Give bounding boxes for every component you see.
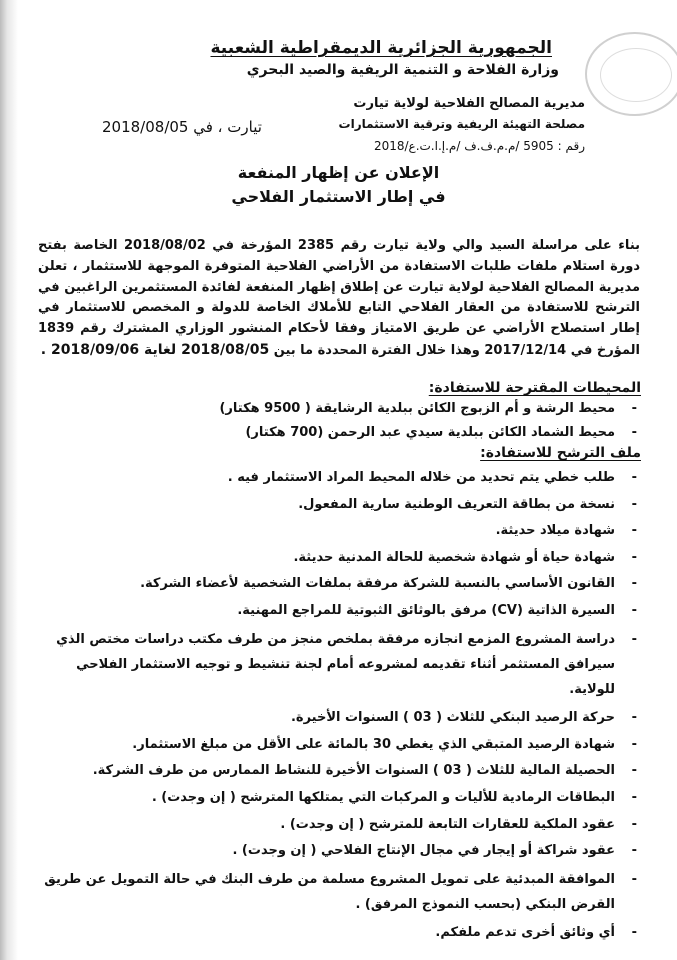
document-text: الحصيلة المالية للثلاث ( 03 ) السنوات الأخيرة للنشاط الممارس من طرف الشركة. xyxy=(92,763,615,779)
document-text: البطاقات الرمادية للأليات و المركبات التي يمتلكها المترشح ( إن وجدت) . xyxy=(151,789,615,805)
perimeters-heading: المحيطات المقترحة للاستفادة: xyxy=(428,380,641,396)
list-item: - الحصيلة المالية للثلاث ( 03 ) السنوات الأخيرة للنشاط الممارس من طرف الشركة. xyxy=(92,763,637,779)
list-item: - الموافقة المبدئية على تمويل المشروع مسلمة من طرف البنك في حالة التمويل عن طريق القرض البنكي (بحسب النموذج المرفق) . xyxy=(44,871,637,912)
list-item: - محيط الشماد الكائن ببلدية سيدي عبد الرحمن (700 هكتار) xyxy=(245,425,637,440)
stamp-inner-mark xyxy=(600,48,672,102)
document-text: السيرة الذاتية (CV) مرفق بالوثائق الثبوتية للمراجع المهنية. xyxy=(237,602,615,618)
application-file-heading: ملف الترشح للاستفادة: xyxy=(480,445,641,461)
directorate-line: مديرية المصالح الفلاحية لولاية تيارت xyxy=(353,96,585,111)
list-item: - أي وثائق أخرى تدعم ملفكم. xyxy=(435,925,637,941)
perimeter-text: محيط الشماد الكائن ببلدية سيدي عبد الرحمن (700 هكتار) xyxy=(245,425,615,440)
document-text: عقود الملكية للعقارات التابعة للمترشح ( إن وجدت) . xyxy=(280,816,615,832)
list-item: - حركة الرصيد البنكي للثلاث ( 03 ) السنوات الأخيرة. xyxy=(290,710,637,726)
document-text: دراسة المشروع المزمع انجازه مرفقة بملخص منجز من طرف مكتب دراسات مختص الذي سيرافق المستثمر أثناء تقديمه لمشروعه أمام لجنة تنشيط و توجيه الاستثمار الفلاحي للولاية. xyxy=(56,631,615,697)
list-item: - نسخة من بطاقة التعريف الوطنية سارية المفعول. xyxy=(298,496,637,512)
intro-text: بناء على مراسلة السيد والي ولاية تيارت رقم 2385 المؤرخة في 2018/08/02 الخاصة بفتح دورة استلام ملفات طلبات الاستفادة من الأراضي الفلاحية المتوفرة الموجهة للاستثمار ، تعلن مديرية المصالح الفلاحية لولاية تيارت عن إطلاق إظهار المنفعة لفائدة المستثمرين الراغبين في الترشح للاستفادة من العقار الفلاحي التابع للأملاك الخاصة للدولة و المخصص للاستثمار في إطار استصلاح الأراضي عن طريق الامتياز وفقا لأحكام المنشور الوزاري المشترك رقم 1839 المؤرخ في 2017/12/14 وهذا خلال الفترة المحددة ما بين xyxy=(38,238,641,358)
list-item: - القانون الأساسي بالنسبة للشركة مرفقة بملفات الشخصية لأعضاء الشركة. xyxy=(140,576,637,592)
list-item: - عقود شراكة أو إيجار في مجال الإنتاج الفلاحي ( إن وجدت) . xyxy=(232,843,637,859)
place-date: تيارت ، في 2018/08/05 xyxy=(102,118,262,136)
list-item: - طلب خطي يتم تحديد من خلاله المحيط المراد الاستثمار فيه . xyxy=(227,470,637,485)
list-item: - السيرة الذاتية (CV) مرفق بالوثائق الثبوتية للمراجع المهنية. xyxy=(237,602,637,618)
perimeters-list xyxy=(37,397,641,445)
document-text: شهادة الرصيد المتبقي الذي يغطي 30 بالمائة على الأقل من مبلغ الاستثمار. xyxy=(132,736,615,752)
document-text: القانون الأساسي بالنسبة للشركة مرفقة بملفات الشخصية لأعضاء الشركة. xyxy=(140,576,615,592)
document-text: حركة الرصيد البنكي للثلاث ( 03 ) السنوات الأخيرة. xyxy=(290,710,615,726)
intro-period: 2018/08/05 لغاية 2018/09/06 . xyxy=(40,341,270,358)
intro-paragraph xyxy=(38,236,640,362)
list-item: - شهادة الرصيد المتبقي الذي يغطي 30 بالمائة على الأقل من مبلغ الاستثمار. xyxy=(132,736,637,752)
announcement-subtitle: في إطار الاستثمار الفلاحي xyxy=(231,187,446,206)
reference-number: رقم : 5905 /م.م.ف.ف /م.إ.ا.ت.ع/2018 xyxy=(373,139,585,153)
list-item: - شهادة ميلاد حديثة. xyxy=(495,523,637,539)
list-item: - محيط الرشة و أم الزبوج الكائن ببلدية الرشايقة ( 9500 هكتار) xyxy=(219,401,637,416)
document-text: شهادة ميلاد حديثة. xyxy=(495,523,615,539)
ministry-header: وزارة الفلاحة و التنمية الريفية والصيد البحري xyxy=(246,62,559,78)
scan-edge xyxy=(0,0,18,960)
republic-header: الجمهورية الجزائرية الديمقراطية الشعبية xyxy=(210,38,552,58)
announcement-title: الإعلان عن إظهار المنفعة xyxy=(237,163,440,182)
service-line: مصلحة التهيئة الريفية وترقية الاستثمارات xyxy=(338,117,585,131)
document-text: أي وثائق أخرى تدعم ملفكم. xyxy=(435,925,615,941)
list-item: - البطاقات الرمادية للأليات و المركبات التي يمتلكها المترشح ( إن وجدت) . xyxy=(151,789,637,805)
document-text: شهادة حياة أو شهادة شخصية للحالة المدنية حديثة. xyxy=(293,549,615,565)
document-text: نسخة من بطاقة التعريف الوطنية سارية المفعول. xyxy=(298,496,615,512)
perimeter-text: محيط الرشة و أم الزبوج الكائن ببلدية الرشايقة ( 9500 هكتار) xyxy=(219,401,615,416)
application-file-list xyxy=(37,467,641,949)
document-text: الموافقة المبدئية على تمويل المشروع مسلمة من طرف البنك في حالة التمويل عن طريق القرض البنكي (بحسب النموذج المرفق) . xyxy=(44,871,615,912)
list-item: - شهادة حياة أو شهادة شخصية للحالة المدنية حديثة. xyxy=(293,549,637,565)
document-text: عقود شراكة أو إيجار في مجال الإنتاج الفلاحي ( إن وجدت) . xyxy=(232,843,615,859)
list-item: - دراسة المشروع المزمع انجازه مرفقة بملخص منجز من طرف مكتب دراسات مختص الذي سيرافق المستثمر أثناء تقديمه لمشروعه أمام لجنة تنشيط و توجيه الاستثمار الفلاحي للولاية. xyxy=(56,631,637,697)
list-item: - عقود الملكية للعقارات التابعة للمترشح ( إن وجدت) . xyxy=(280,816,637,832)
document-text: طلب خطي يتم تحديد من خلاله المحيط المراد الاستثمار فيه . xyxy=(227,470,615,485)
